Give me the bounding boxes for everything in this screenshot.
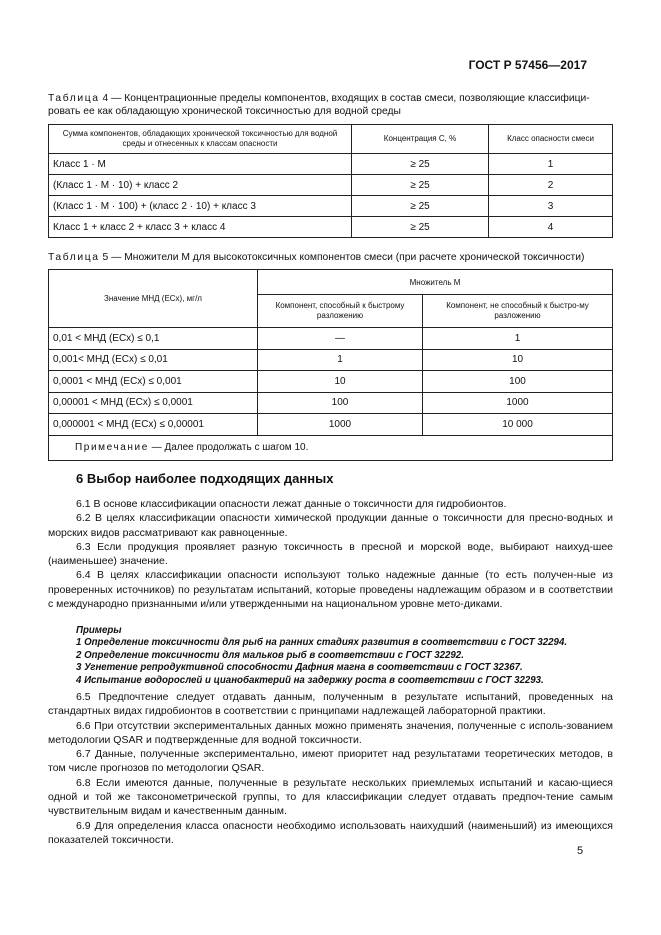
- table-header-cell: Сумма компонентов, обладающих хронической токсичностью для водной среды и отнесенных к классам опасности: [49, 125, 352, 154]
- table-cell: 0,00001 < МНД (ECx) ≤ 0,0001: [49, 392, 258, 414]
- table-header-row: [49, 125, 613, 154]
- table-cell: ≥ 25: [352, 217, 489, 238]
- table-cell: 1000: [258, 414, 423, 436]
- paragraph: 6.9 Для определения класса опасности необходимо использовать наихудший (наименьший) из имеющихся показателей токсичности.: [48, 819, 613, 846]
- table-header-cell: Множитель М: [258, 270, 613, 295]
- table-4-caption-text: — Концентрационные пределы компонентов, входящих в состав смеси, позволяющие классифици-ровать ее как обладающую хронической токсичностью для водной среды: [48, 93, 590, 117]
- table-row: [49, 175, 613, 196]
- table-header-cell: Компонент, не способный к быстро-му разложению: [423, 295, 613, 328]
- table-row: [49, 392, 613, 414]
- example-item: 3 Угнетение репродуктивной способности Дафния магна в соответствии с ГОСТ 32367.: [76, 662, 523, 674]
- section-paragraphs-bottom: [48, 690, 613, 847]
- table-cell: 4: [489, 217, 613, 238]
- paragraph: 6.3 Если продукция проявляет разную токсичность в пресной и морской воде, выбирают наихуд-шее (наименьшее) значение.: [48, 540, 613, 568]
- table-note-row: [49, 435, 613, 460]
- table-cell: 1: [423, 328, 613, 350]
- table-cell: 0,001< МНД (ECx) ≤ 0,01: [49, 349, 258, 371]
- paragraph: 6.1 В основе классификации опасности лежат данные о токсичности для гидробионтов.: [76, 498, 507, 510]
- table-5-label: Таблица: [48, 252, 100, 263]
- paragraph: 6.2 В целях классификации опасности химической продукции данные о токсичности для пресно-водных и морских видов рассматривают как равноценные.: [48, 512, 613, 539]
- table-row: [49, 217, 613, 238]
- paragraph: 6.4 В целях классификации опасности используют только надежные данные (то есть получен-ные из проверенных источников) по результатам испытаний, которые проведены надлежащим образом и в соответствии с международно признанными и/или утвержденными на национальном уровне мето-диками.: [48, 569, 613, 611]
- note-text: — Далее продолжать с шагом 10.: [151, 442, 309, 453]
- table-cell: 10: [423, 349, 613, 371]
- table-cell: 100: [258, 392, 423, 414]
- table-cell: —: [258, 328, 423, 350]
- table-cell: 1: [258, 349, 423, 371]
- table-row: [49, 414, 613, 436]
- section-title: 6 Выбор наиболее подходящих данных: [76, 471, 334, 486]
- examples-block: [76, 625, 613, 687]
- table-header-cell: Компонент, способный к быстрому разложению: [258, 295, 423, 328]
- table-5-caption-text: — Множители М для высокотоксичных компонентов смеси (при расчете хронической токсичности): [111, 252, 585, 263]
- table-note: [49, 435, 613, 460]
- table-cell: 1000: [423, 392, 613, 414]
- table-5-number: 5: [102, 252, 109, 263]
- note-label: Примечание: [75, 442, 149, 453]
- section-paragraphs-top: [48, 497, 613, 611]
- table-4-caption: [48, 92, 613, 118]
- table-cell: 3: [489, 196, 613, 217]
- paragraph: 6.8 Если имеются данные, полученные в результате нескольких приемлемых испытаний и касаю-щиеся одной и той же таксонометрической группы, то для классификации следует отдавать предпоч-тение самым чувствительным видам и качественным данным.: [48, 776, 613, 818]
- table-header-cell: Значение МНД (ECx), мг/л: [49, 270, 258, 328]
- table-row: [49, 196, 613, 217]
- table-cell: ≥ 25: [352, 175, 489, 196]
- table-cell: ≥ 25: [352, 196, 489, 217]
- example-item: 2 Определение токсичности для мальков рыб в соответствии с ГОСТ 32292.: [76, 649, 464, 661]
- table-cell: 10: [258, 371, 423, 393]
- table-4-number: 4: [102, 93, 109, 104]
- paragraph: 6.5 Предпочтение следует отдавать данным, полученным в результате испытаний, проведенных на стандартных видах гидробионтов в соответствии с принципами надлежащей лабораторной практики.: [48, 691, 613, 718]
- table-5: [48, 269, 613, 461]
- table-header-cell: Класс опасности смеси: [489, 125, 613, 154]
- example-item: 4 Испытание водорослей и цианобактерий на задержку роста в соответствии с ГОСТ 32293.: [76, 674, 544, 686]
- table-cell: 0,0001 < МНД (ECx) ≤ 0,001: [49, 371, 258, 393]
- table-cell: Класс 1 + класс 2 + класс 3 + класс 4: [49, 217, 352, 238]
- table-cell: 10 000: [423, 414, 613, 436]
- table-5-caption: [48, 251, 613, 264]
- table-cell: ≥ 25: [352, 154, 489, 175]
- table-4-label: Таблица: [48, 93, 100, 104]
- table-row: [49, 349, 613, 371]
- page-number: 5: [577, 845, 584, 857]
- paragraph: 6.6 При отсутствии экспериментальных данных можно применять значения, полученные с исполь-зованием методологии QSAR и подтвержденные для водной токсичности.: [48, 719, 613, 746]
- table-row: [49, 371, 613, 393]
- table-cell: Класс 1 · М: [49, 154, 352, 175]
- example-item: 1 Определение токсичности для рыб на ранних стадиях развития в соответствии с ГОСТ 32294.: [76, 637, 568, 649]
- table-cell: 1: [489, 154, 613, 175]
- table-row: [49, 154, 613, 175]
- examples-title: Примеры: [76, 625, 122, 636]
- table-row: [49, 328, 613, 350]
- table-cell: 2: [489, 175, 613, 196]
- document-header: ГОСТ Р 57456—2017: [468, 58, 587, 72]
- table-cell: 0,01 < МНД (ECx) ≤ 0,1: [49, 328, 258, 350]
- paragraph: 6.7 Данные, полученные экспериментально, имеют приоритет над результатами теоретических методов, в том числе прогнозов по методологии QSAR.: [48, 748, 613, 775]
- table-header-row: [49, 270, 613, 295]
- table-4: [48, 124, 613, 238]
- table-cell: 0,000001 < МНД (ECx) ≤ 0,00001: [49, 414, 258, 436]
- table-cell: 100: [423, 371, 613, 393]
- table-cell: (Класс 1 · М · 10) + класс 2: [49, 175, 352, 196]
- table-cell: (Класс 1 · М · 100) + (класс 2 · 10) + класс 3: [49, 196, 352, 217]
- table-header-cell: Концентрация С, %: [352, 125, 489, 154]
